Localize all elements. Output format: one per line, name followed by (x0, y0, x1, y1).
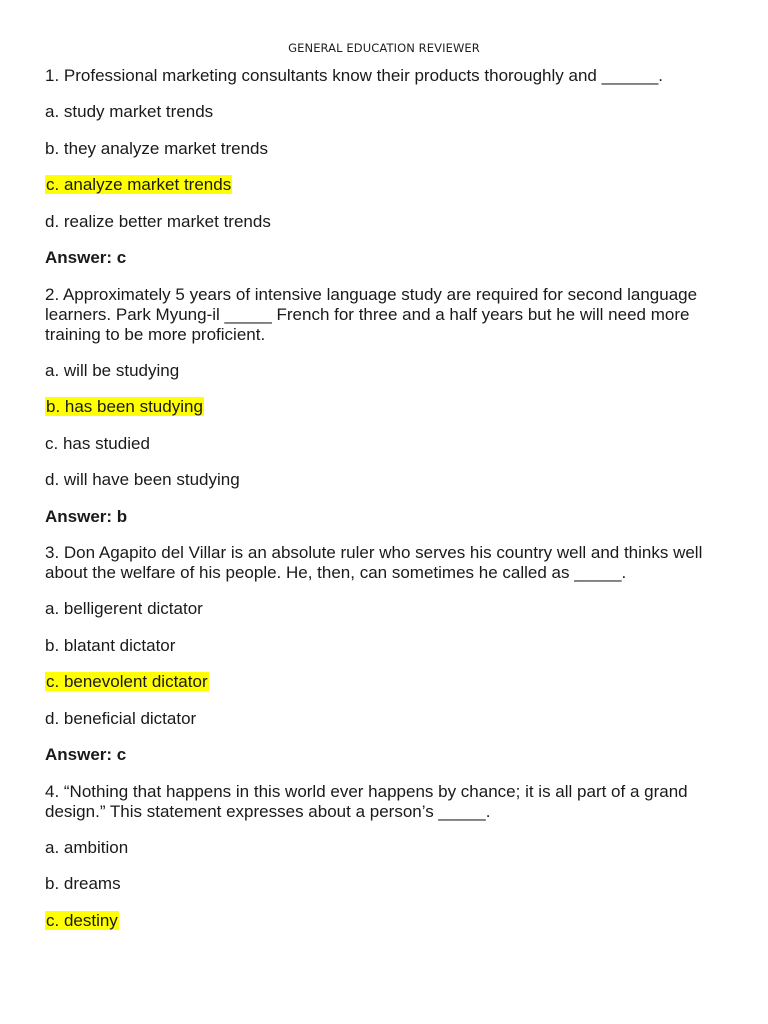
highlighted-option: c. benevolent dictator (46, 672, 208, 691)
answer-label: Answer: c (45, 745, 127, 764)
option-a: a. will be studying (45, 360, 180, 380)
option-c (45, 672, 735, 692)
option-c (45, 911, 735, 931)
highlighted-option: c. destiny (46, 910, 118, 930)
option-a: a. study market trends (45, 102, 214, 121)
option-b (45, 397, 735, 417)
answer-label: Answer: c (45, 248, 127, 267)
question-1 (45, 66, 735, 268)
question-text: 4. “Nothing that happens in this world ever happens by chance; it is all part of a grand design.” This statement expresses about a person’s _____. (45, 781, 688, 821)
option-b: b. blatant dictator (45, 635, 176, 655)
option-b: b. dreams (45, 874, 121, 893)
option-d: d. realize better market trends (45, 211, 271, 231)
highlighted-option: c. analyze market trends (46, 175, 232, 194)
option-c: c. has studied (45, 433, 150, 453)
question-2 (45, 285, 735, 527)
option-b: b. they analyze market trends (45, 138, 269, 158)
option-a: a. belligerent dictator (45, 599, 203, 618)
question-text: 3. Don Agapito del Villar is an absolute ruler who serves his country well and thinks well about the welfare of his people. He, then, can sometimes he called as _____. (45, 543, 703, 582)
document-body (45, 66, 735, 947)
document-header: GENERAL EDUCATION REVIEWER (288, 41, 480, 55)
question-4 (45, 782, 735, 931)
option-a: a. ambition (45, 837, 129, 857)
question-text: 2. Approximately 5 years of intensive language study are required for second language learners. Park Myung-il _____ French for three and a half years but he will need more training to be more proficient. (45, 284, 698, 344)
option-d: d. will have been studying (45, 470, 240, 489)
answer-label: Answer: b (45, 506, 128, 526)
question-3 (45, 543, 735, 765)
option-c (45, 175, 735, 195)
highlighted-option: b. has been studying (46, 397, 203, 416)
option-d: d. beneficial dictator (45, 708, 197, 728)
question-text: 1. Professional marketing consultants know their products thoroughly and ______. (45, 66, 664, 85)
